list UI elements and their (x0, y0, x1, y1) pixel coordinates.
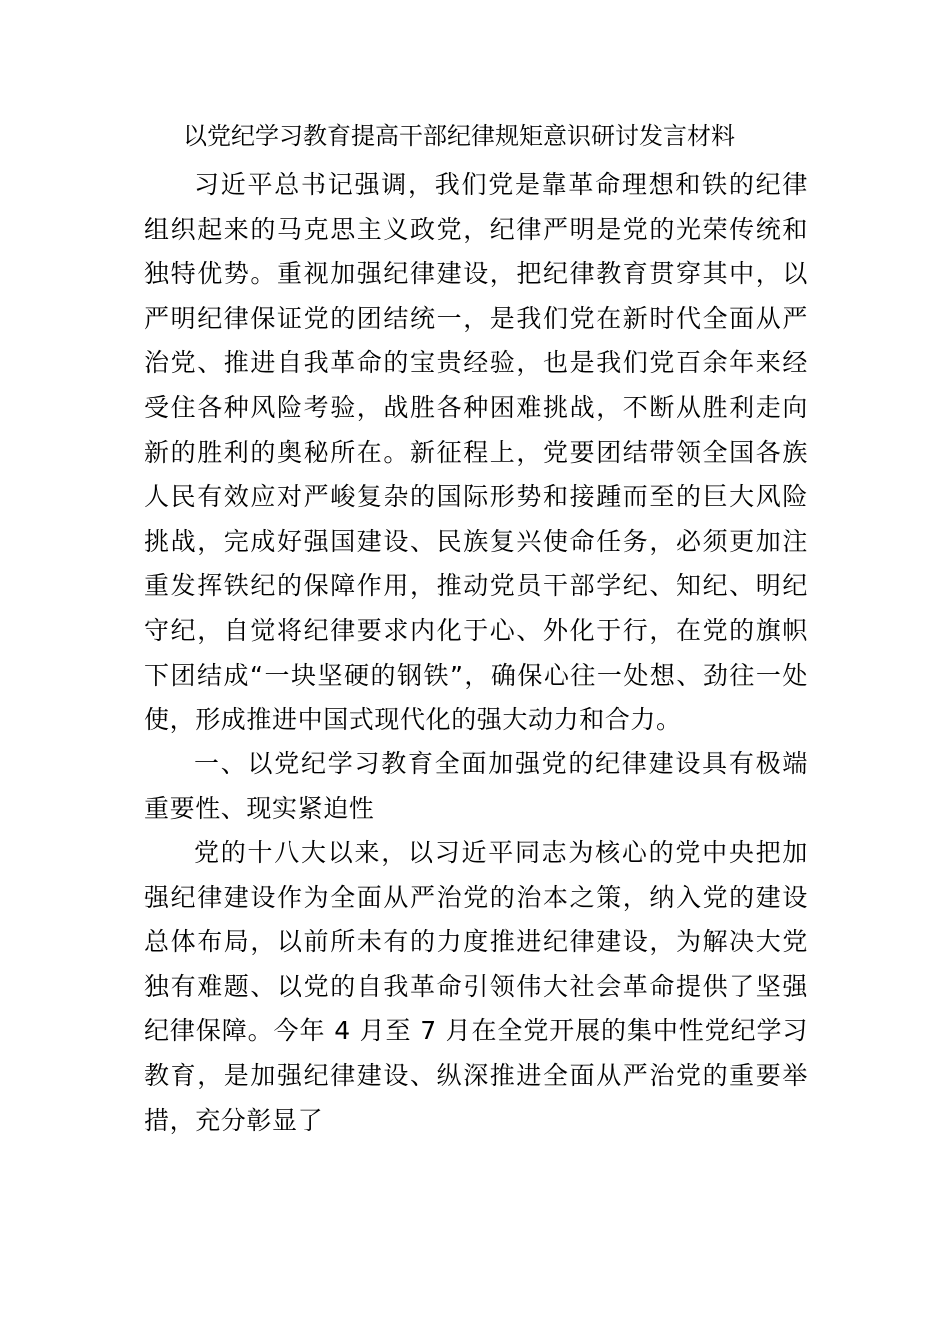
paragraph-section-1: 党的十八大以来，以习近平同志为核心的党中央把加强纪律建设作为全面从严治党的治本之策，纳入党的建设总体布局，以前所未有的力度推进纪律建设，为解决大党独有难题、以党的自我革命引领伟大社会革命提供了坚强纪律保障。今年 4 月至 7 月在全党开展的集中性党纪学习教育，是加强纪律建设、纵深推进全面从严治党的重要举措，充分彰显了 (144, 838, 808, 1135)
paragraph-intro: 习近平总书记强调，我们党是靠革命理想和铁的纪律组织起来的马克思主义政党，纪律严明是党的光荣传统和独特优势。重视加强纪律建设，把纪律教育贯穿其中，以严明纪律保证党的团结统一，是我们党在新时代全面从严治党、推进自我革命的宝贵经验，也是我们党百余年来经受住各种风险考验，战胜各种困难挑战，不断从胜利走向新的胜利的奥秘所在。新征程上，党要团结带领全国各族人民有效应对严峻复杂的国际形势和接踵而至的巨大风险挑战，完成好强国建设、民族复兴使命任务，必须更加注重发挥铁纪的保障作用，推动党员干部学纪、知纪、明纪守纪，自觉将纪律要求内化于心、外化于行，在党的旗帜下团结成“一块坚硬的钢铁”，确保心往一处想、劲往一处使，形成推进中国式现代化的强大动力和合力。 (144, 170, 808, 735)
section-heading-1: 一、以党纪学习教育全面加强党的纪律建设具有极端重要性、现实紧迫性 (144, 749, 808, 823)
document-title: 以党纪学习教育提高干部纪律规矩意识研讨发言材料 (183, 122, 735, 150)
